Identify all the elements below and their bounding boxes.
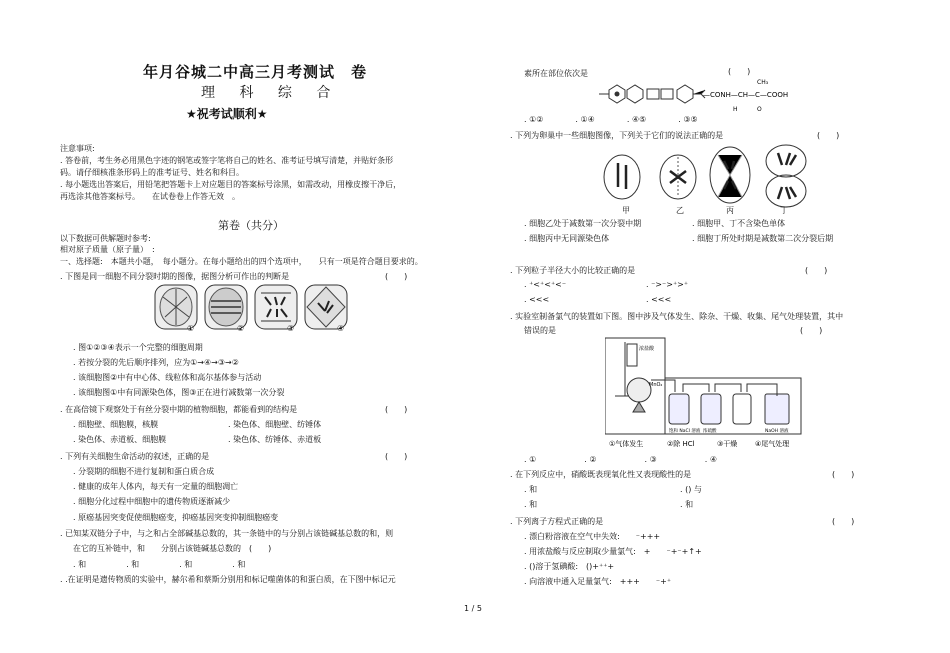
q1-paren: ( ) (385, 272, 408, 281)
q10-option-b: . 用浓盐酸与反应制取少量氯气: + ⁻+⁻+↑+ (524, 547, 702, 556)
q1-option-b: . 若按分裂的先后顺序排列，应为①→④→③→② (73, 358, 239, 367)
q1-option-a: . 图①②③④表示一个完整的细胞周期 (73, 343, 203, 352)
peptide-structure (597, 76, 797, 114)
q2-option-b: . 染色体、细胞壁、纺锤体 (228, 420, 322, 429)
q9-option-d: . 和 (680, 500, 694, 509)
q4-options: . 和 . 和 . 和 . 和 (73, 560, 246, 569)
q10-option-c: . ()溶于氢碘酸: ()+⁺⁺+ (524, 562, 615, 571)
q3-option-c: . 细胞分化过程中细胞中的遗传物质逐渐减少 (73, 497, 231, 506)
cell-division-figure (153, 283, 349, 333)
q6-paren: ( ) (817, 131, 840, 140)
mno2-label: MnO₂ (649, 382, 663, 388)
q3-paren: ( ) (385, 452, 408, 461)
q3-stem: . 下列有关细胞生命活动的叙述，正确的是 (60, 452, 210, 461)
ovary-label-bing: 丙 (726, 206, 734, 215)
section-line-2: 相对原子质量（原子量） : (60, 245, 155, 254)
q1-stem: . 下图是同一细胞不同分裂时期的图像，据图分析可作出的判断是 (60, 272, 290, 281)
note-1a: . 答卷前，考生务必用黑色字迹的钢笔或签字笔将自己的姓名、准考证号填写清楚，并贴好条形 (60, 156, 394, 165)
q9-paren: ( ) (832, 470, 855, 479)
ovary-label-jia: 甲 (622, 206, 630, 215)
cell-label-1: ① (187, 324, 195, 333)
cell-figure-3 (255, 285, 297, 329)
q6-option-b: . 细胞甲、丁不含染色单体 (692, 219, 786, 228)
q6-option-d: . 细胞丁所处时期是减数第二次分裂后期 (692, 234, 834, 243)
q8-stem: . 实验室制备氯气的装置如下图。图中涉及气体发生、除杂、干燥、收集、尾气处理装置，其中 (510, 312, 844, 321)
q2-option-d: . 染色体、纺锤体、赤道板 (228, 435, 322, 444)
cell-figure-2 (205, 285, 247, 329)
cell-figure-1 (155, 285, 197, 329)
cell-figure-4 (305, 285, 347, 329)
molecule-text: —CONH—CH—C—COOH (703, 91, 789, 99)
notes-heading: 注意事项: (60, 144, 95, 153)
q2-stem: . 在高倍镜下观察处于有丝分裂中期的植物细胞，都能看到的结构是 (60, 405, 298, 414)
q2-option-a: . 细胞壁、细胞膜，核膜 (73, 420, 159, 429)
ovary-label-yi: 乙 (676, 206, 684, 215)
cell-label-2: ② (237, 324, 245, 333)
q10-paren: ( ) (832, 517, 855, 526)
q2-paren: ( ) (385, 405, 408, 414)
q5-stem-cont: 素所在部位依次是 (524, 69, 588, 78)
ovary-cell-jia (604, 155, 640, 199)
q8-paren: ( ) (800, 326, 823, 335)
reagent-h2so4: 浓硫酸 (703, 429, 717, 434)
q8-stem-2: 错误的是 (524, 326, 556, 335)
q5-options: . ①② . ①④ . ④⑤ . ③⑤ (524, 115, 698, 124)
apparatus-label-4: ④尾气处理 (755, 440, 790, 448)
hcl-label: 浓盐酸 (639, 346, 655, 352)
q9-option-b: . () 与 (680, 485, 702, 494)
q3-option-b: . 健康的成年人体内，每天有一定量的细胞凋亡 (73, 482, 239, 491)
q10-stem: . 下列离子方程式正确的是 (510, 517, 604, 526)
q3-option-d: . 原癌基因突变促使细胞癌变，抑癌基因突变抑制细胞癌变 (73, 513, 279, 522)
page-number: 1 / 5 (464, 604, 482, 613)
paper-subtitle: 理 科 综 合 (201, 85, 341, 101)
q9-option-a: . 和 (524, 485, 538, 494)
q7-option-d: . <<< (646, 295, 672, 304)
section-line-1: 以下数据可供解题时参考: (60, 234, 151, 243)
cell-label-4: ④ (337, 324, 345, 333)
chlorine-apparatus-figure (605, 336, 805, 454)
ovary-cell-bing (710, 147, 750, 203)
molecule-ch3: CH₃ (757, 79, 769, 86)
q7-option-a: . ⁺<⁺<⁺<⁻ (524, 280, 567, 289)
note-1b: 码。请仔细核准条形码上的准考证号、姓名和科目。 (60, 168, 244, 177)
reagent-naoh: NaOH 溶液 (765, 429, 789, 434)
q10-option-d: . 向溶液中通入足量氯气: +++ ⁻+⁺ (524, 577, 672, 586)
section-line-3: 一、选择题: 本题共小题， 每小题分。在每小题给出的四个选项中， 只有一项是符合题目要求的。 (60, 257, 423, 266)
note-2b: 再选涂其他答案标号。 在试卷卷上作答无效 。 (60, 192, 240, 201)
reagent-nacl: 饱和 NaCl 溶液 (669, 429, 701, 434)
q7-stem: . 下列粒子半径大小的比较正确的是 (510, 266, 636, 275)
q7-paren: ( ) (805, 266, 828, 275)
q3-option-a: . 分裂期的细胞不进行复制和蛋白质合成 (73, 467, 215, 476)
apparatus-label-3: ③干燥 (717, 440, 738, 448)
good-luck-text: ★祝考试顺利★ (186, 107, 268, 121)
cell-label-3: ③ (287, 324, 295, 333)
q4-stem-2: 在它的互补链中，和 分别占该链碱基总数的 ( ) (73, 544, 272, 553)
ovary-label-ding: 丁 (780, 206, 788, 215)
q6-option-a: . 细胞乙处于减数第一次分裂中期 (524, 219, 642, 228)
q4-stem: . 已知某双链分子中，与之和占全部碱基总数的，其一条链中的与分别占该链碱基总数的和，则 (60, 529, 394, 538)
ovary-cell-yi (660, 155, 696, 199)
q5-paren: ( ) (728, 67, 751, 76)
q1-option-c: . 该细胞图②中有中心体、线粒体和高尔基体参与活动 (73, 373, 262, 382)
ovary-cell-ding (766, 145, 806, 207)
q6-stem: . 下列为卵巢中一些细胞图像，下列关于它们的说法正确的是 (510, 131, 724, 140)
apparatus-label-2: ②除 HCl (667, 440, 695, 448)
note-2a: . 每小题选出答案后，用铅笔把答题卡上对应题目的答案标号涂黑，如需改动，用橡皮擦干净后， (60, 180, 402, 189)
q9-option-c: . 和 (524, 500, 538, 509)
q1-option-d: . 该细胞图①中有同源染色体，图③正在进行减数第一次分裂 (73, 388, 285, 397)
q7-option-c: . <<< (524, 295, 550, 304)
ovary-cells-figure (598, 141, 816, 213)
q10-option-a: . 漂白粉溶液在空气中失效: ⁻+++ (524, 532, 661, 541)
q9-stem: . 在下列反应中，硝酸既表现氧化性又表现酸性的是 (510, 470, 692, 479)
q8-options: . ① . ② . ③ . ④ (524, 455, 718, 464)
q6-option-c: . 细胞丙中无同源染色体 (524, 234, 610, 243)
molecule-o: O (757, 106, 762, 113)
paper-title: 年月谷城二中高三月考测试 卷 (143, 63, 368, 81)
q5-stem: . .在证明是遗传物质的实验中，赫尔希和蔡斯分别用和标记噬菌体的和蛋白质，在下图中标记元 (60, 575, 396, 584)
apparatus-label-1: ①气体发生 (609, 440, 644, 448)
section-title: 第卷（共分） (218, 219, 284, 232)
q2-option-c: . 染色体、赤道板、细胞膜 (73, 435, 167, 444)
q7-option-b: . ⁻>⁻>⁺>⁺ (646, 280, 689, 289)
molecule-h: H (733, 106, 738, 113)
